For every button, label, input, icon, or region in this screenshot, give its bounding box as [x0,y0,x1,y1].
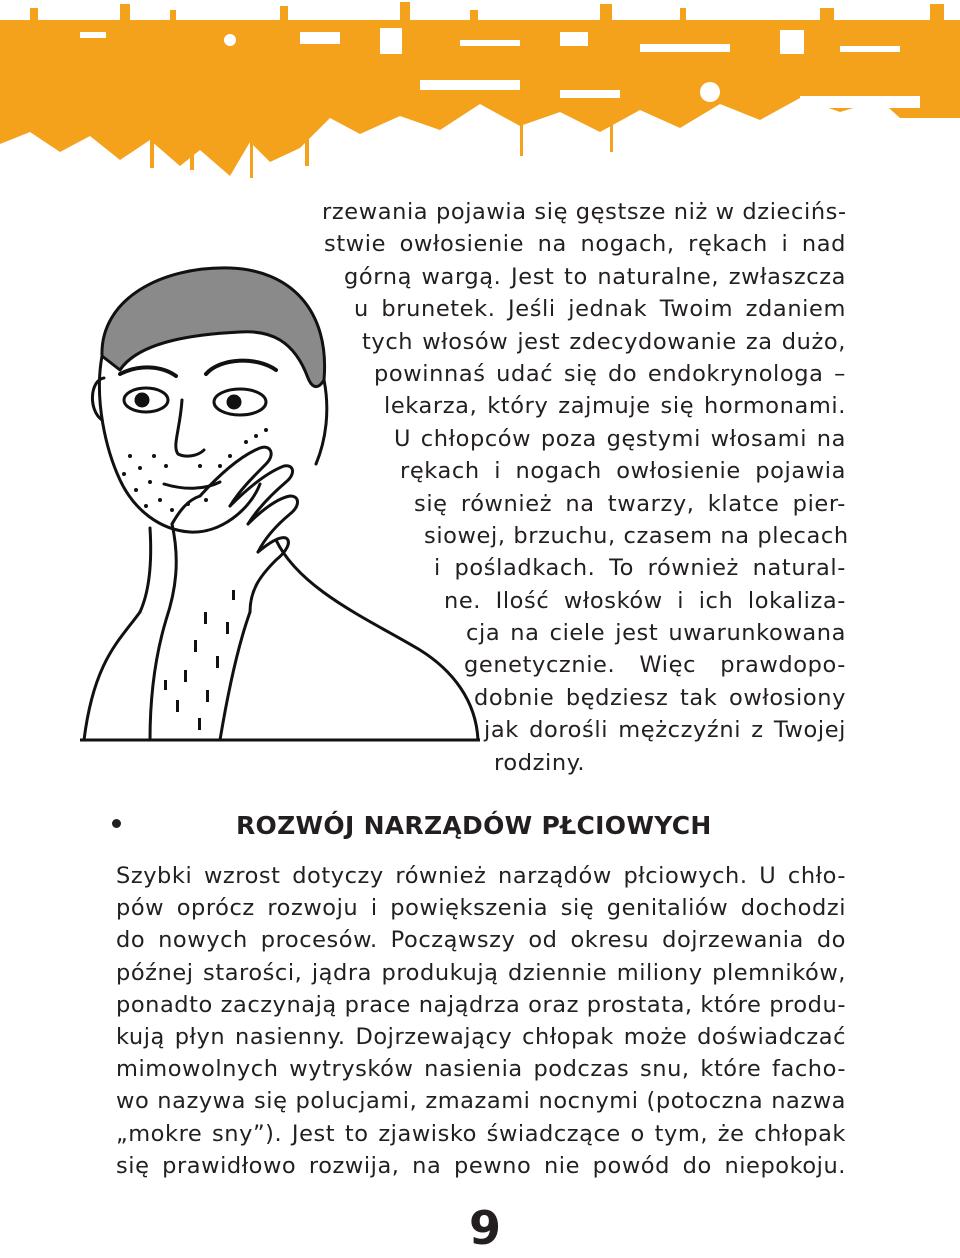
text-line: ponadto zaczynają prace najądrza oraz prostata, które produ- [116,991,846,1018]
text-line: Szybki wzrost dotyczy również narządów płciowych. U chło- [116,863,846,889]
bullet-icon [112,819,121,828]
text-line: „mokre sny”). Jest to zjawisko świadczące o tym, że chłopak [116,1120,846,1147]
text-line: mimowolnych wytrysków nasienia podczas snu, które facho- [116,1056,846,1083]
text-line: dobnie będziesz tak owłosiony [474,684,846,711]
text-line: u brunetek. Jeśli jednak Twoim zdaniem [354,296,846,323]
text-line: wo nazywa się polucjami, zmazami nocnymi (potoczna nazwa [116,1088,846,1115]
section-heading [112,806,852,846]
text-line: się również na twarzy, klatce pier- [414,490,846,517]
text-line: ne. Ilość włosków i ich lokaliza- [444,587,846,614]
text-line: do nowych procesów. Począwszy od okresu dojrzewania do [116,927,846,954]
text-line: rzewania pojawia się gęstsze niż w dziecińs- [322,199,847,225]
page-number: 9 [468,1201,501,1255]
text-line: cja na ciele jest uwarunkowana [466,620,846,647]
text-line: genetycznie. Więc prawdopo- [464,652,846,679]
text-line: rodziny. [494,749,586,776]
intro-paragraph [300,196,849,779]
text-line: rękach i nogach owłosienie pojawia [400,458,846,485]
text-line: i pośladkach. To również natural- [434,555,846,582]
body-paragraph [116,860,846,1182]
text-line: lekarza, który zajmuje się hormonami. [384,393,846,420]
text-line: się prawidłowo rozwija, na pewno nie powód do niepokoju. [116,1152,846,1179]
text-line: tych włosów jest zdecydowanie za dużo, [362,328,846,355]
text-line: jak dorośli mężczyźni z Twojej [484,717,846,744]
header-decoration [0,0,960,185]
text-line: kują płyn nasienny. Dojrzewający chłopak może doświadczać [116,1023,846,1050]
text-line: powinnaś udać się do endokrynologa – [374,360,846,387]
text-line: późnej starości, jądra produkują dziennie miliony plemników, [116,959,846,986]
text-line: U chłopców poza gęstymi włosami na [394,425,846,452]
section-title: ROZWÓJ NARZĄDÓW PŁCIOWYCH [236,811,712,840]
text-line: siowej, brzuchu, czasem na plecach [424,522,849,549]
text-line: górną wargą. Jest to naturalne, zwłaszcza [344,263,846,290]
text-line: stwie owłosienie na nogach, rękach i nad [324,231,846,258]
text-line: pów oprócz rozwoju i powiększenia się genitaliów dochodzi [116,895,846,922]
